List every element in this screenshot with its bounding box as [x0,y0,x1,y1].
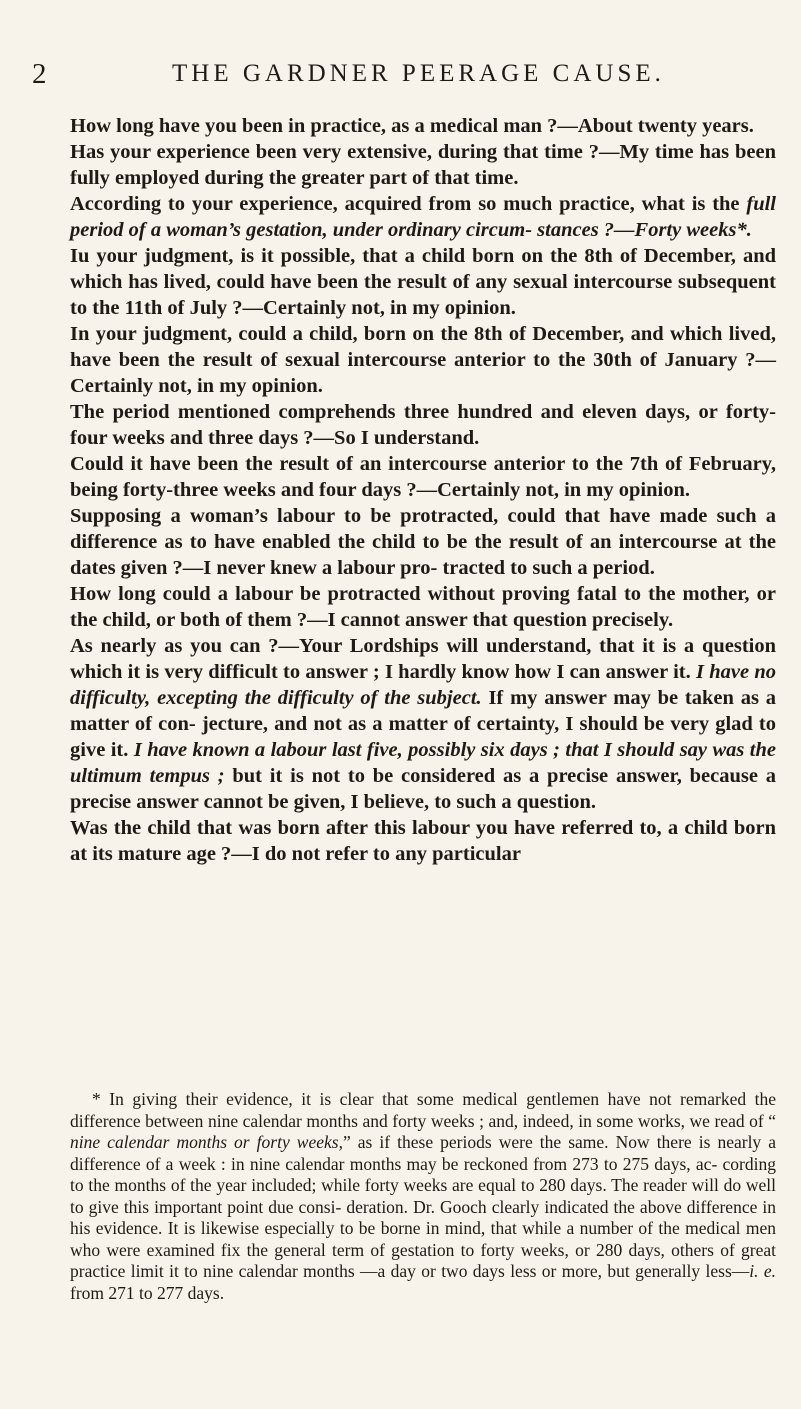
page-number: 2 [32,58,47,90]
page-header [32,58,772,98]
italic-text: full period of a woman’s gestation, under ordinary circum- stances ?—Forty weeks*. [70,193,776,241]
italic-text: nine calendar months or forty weeks, [70,1132,343,1152]
italic-text: I have known a labour last five, possibly six days ; that I should say was the ultimum tempus ; [70,739,776,787]
paragraph: Supposing a woman’s labour to be protracted, could that have made such a difference as to have enabled the child to be the result of an intercourse at the dates given ?—I never knew a labour pro- tracted to such a period. [70,505,776,579]
text-run: * In giving their evidence, it is clear that some medical gentlemen have not remarked the difference between nine calendar months and forty weeks ; and, indeed, in some works, we read of “ [70,1089,776,1131]
text-run: but it is not to be considered as a precise answer, because a precise answer cannot be given, I believe, to such a question. [70,765,776,813]
paragraph: How long have you been in practice, as a medical man ?—About twenty years. [70,115,754,137]
text-run: from 271 to 277 days. [70,1282,225,1303]
italic-text: I have no difficulty, excepting the difficulty of the subject. [70,661,777,709]
italic-text: i. e. [749,1261,776,1281]
paragraph: Has your experience been very extensive, during that time ?—My time has been fully employed during the greater part of that time. [70,141,776,189]
paragraph: In your judgment, could a child, born on the 8th of December, and which lived, have been the result of sexual intercourse anterior to the 30th of January ?—Certainly not, in my opinion. [70,323,776,397]
text-run: As nearly as you can ?—Your Lordships will understand, that it is a question which it is very difficult to answer ; I hardly know how I can answer it. [70,635,776,683]
text-run: If my answer may be taken as a matter of con- jecture, and not as a matter of certainty, I should be very glad to give it. [70,687,776,761]
text-run: ” as if these periods were the same. Now there is nearly a difference of a week : in nine calendar months may be reckoned from 273 to 275 days, ac- cording to the months of the year included; while forty weeks are equal to 280 days. The reader will do well to give this important point due consi- deration. Dr. Gooch clearly indicated the above difference in his evidence. It is likewise especially to be borne in mind, that while a number of the medical men who were examined fix the general term of gestation to forty weeks, or 280 days, others of great practice limit it to nine calendar months —a day or two days less or more, but generally less— [70,1132,776,1281]
main-text [70,113,776,867]
paragraph: The period mentioned comprehends three hundred and eleven days, or forty-four weeks and three days ?—So I understand. [70,401,776,449]
paragraph: Was the child that was born after this labour you have referred to, a child born at its mature age ?—I do not refer to any particular [70,817,776,865]
paragraph [70,191,776,243]
text-run: According to your experience, acquired from so much practice, what is the [70,193,747,215]
paragraph [70,633,776,815]
paragraph: Iu your judgment, is it possible, that a child born on the 8th of December, and which has lived, could have been the result of any sexual intercourse subsequent to the 11th of July ?—Certainly not, in my opinion. [70,245,776,319]
paragraph: Could it have been the result of an intercourse anterior to the 7th of February, being forty-three weeks and four days ?—Certainly not, in my opinion. [70,453,776,501]
footnote-text [70,1089,776,1304]
paragraph: How long could a labour be protracted without proving fatal to the mother, or the child, or both of them ?—I cannot answer that question precisely. [70,583,776,631]
running-title: THE GARDNER PEERAGE CAUSE. [172,60,665,87]
footnote [70,1089,776,1304]
